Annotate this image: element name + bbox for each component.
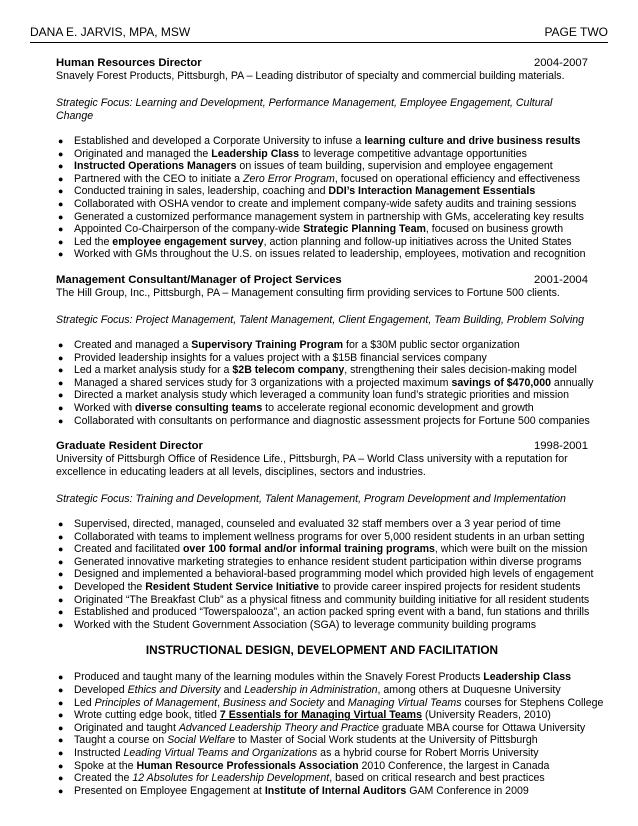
list-item: ● Led a market analysis study for a $2B telecom company, strengthening their sales decision-making model xyxy=(58,364,577,377)
list-item: ● Wrote cutting edge book, titled 7 Essentials for Managing Virtual Teams (University Readers, 2010) xyxy=(58,709,551,722)
bullet-list xyxy=(56,135,588,261)
list-item: ● Instructed Leading Virtual Teams and Organizations as a hybrid course for Robert Morris University xyxy=(58,747,539,759)
list-item: ● Established and produced “Towerspalooza”, an action packed spring event with a band, fun stations and thrills xyxy=(58,606,590,619)
list-item: ● Instructed Operations Managers on issues of team building, supervision and employee engagement xyxy=(58,160,553,173)
job-entry xyxy=(56,56,588,261)
job-title: Management Consultant/Manager of Project Services xyxy=(56,273,342,286)
job-dates: 1998-2001 xyxy=(533,440,588,453)
list-item: ● Supervised, directed, managed, counseled and evaluated 32 staff members over a 3 year period of time xyxy=(58,518,561,531)
list-item: ● Conducted training in sales, leadership, coaching and DDI’s Interaction Management Essentials xyxy=(58,185,536,198)
list-item: ● Managed a shared services study for 3 organizations with a projected maximum savings of $470,000 annually xyxy=(58,376,594,389)
list-item: ● Provided leadership insights for a values project with a $15B financial services company xyxy=(58,351,487,364)
list-item: ● Worked with GMs throughout the U.S. on issues related to leadership, employees, motivation and recognition xyxy=(58,248,586,261)
list-item: ● Established and developed a Corporate University to infuse a learning culture and drive business results xyxy=(58,135,581,147)
job-entry xyxy=(56,439,594,631)
book-title: 7 Essentials for Managing Virtual Teams xyxy=(219,709,422,722)
job-title: Human Resources Director xyxy=(56,57,202,69)
instructional-list xyxy=(56,671,604,797)
list-item: ● Developed Ethics and Diversity and Leadership in Administration, among others at Duquesne University xyxy=(58,684,561,697)
list-item: ● Originated and taught Advanced Leadership Theory and Practice graduate MBA course for Ottawa University xyxy=(58,721,586,734)
list-item: ● Originated “The Breakfast Club” as a physical fitness and community building initiative for all resident students xyxy=(58,593,590,606)
company-line: The Hill Group, Inc., Pittsburgh, PA – Management consulting firm providing services to Fortune 500 clients. xyxy=(56,286,560,299)
strategic-focus: Strategic Focus: Project Management, Talent Management, Client Engagement, Team Building, Problem Solving xyxy=(56,313,585,326)
list-item: ● Developed the Resident Student Service Initiative to provide career inspired projects for resident students xyxy=(58,581,581,594)
list-item: ● Taught a course on Social Welfare to Master of Social Work students at the University of Pittsburgh xyxy=(58,734,538,747)
strategic-focus: Strategic Focus: Training and Development, Talent Management, Program Development and Implementation xyxy=(56,493,566,506)
bullet-list xyxy=(56,518,594,631)
bullet-list xyxy=(56,338,594,427)
page-header xyxy=(30,24,608,43)
company-line: Snavely Forest Products, Pittsburgh, PA – Leading distributor of specialty and commercial building materials. xyxy=(56,70,565,82)
resume-body xyxy=(56,56,604,797)
list-item: ● Worked with diverse consulting teams to accelerate regional economic development and growth xyxy=(58,401,534,414)
list-item: ● Generated innovative marketing strategies to enhance resident student participation within diverse programs xyxy=(58,555,582,568)
strategic-focus: Strategic Focus: Learning and Development, Performance Management, Employee Engagement, Cultural Change xyxy=(56,97,553,122)
list-item: ● Worked with the Student Government Association (SGA) to leverage community building programs xyxy=(58,618,537,631)
page-label: PAGE TWO xyxy=(544,25,608,39)
list-item: ● Partnered with the CEO to initiate a Zero Error Program, focused on operational efficiency and effectiveness xyxy=(58,172,581,185)
section-title: INSTRUCTIONAL DESIGN, DEVELOPMENT AND FACILITATION xyxy=(145,643,499,658)
list-item: ● Originated and managed the Leadership Class to leverage competitive advantage opportunities xyxy=(58,147,527,160)
list-item: ● Spoke at the Human Resource Professionals Association 2010 Conference, the largest in Canada xyxy=(58,759,550,772)
list-item: ● Designed and implemented a behavioral-based programming model which provided high levels of engagement xyxy=(58,568,594,581)
list-item: ● Created and managed a Supervisory Training Program for a $30M public sector organization xyxy=(58,338,520,351)
job-dates: 2004-2007 xyxy=(533,57,588,69)
list-item: ● Directed a market analysis study which leveraged a community loan fund’s strategic priorities and mission xyxy=(58,389,569,402)
list-item: ● Produced and taught many of the learning modules within the Snavely Forest Products Leadership Class xyxy=(58,671,572,684)
list-item: ● Created the 12 Absolutes for Leadership Development, based on critical research and best practices xyxy=(58,772,545,785)
list-item: ● Appointed Co-Chairperson of the company-wide Strategic Planning Team, focused on business growth xyxy=(58,223,564,236)
list-item: ● Presented on Employee Engagement at Institute of Internal Auditors GAM Conference in 2009 xyxy=(58,784,529,797)
list-item: ● Led Principles of Management, Business and Society and Managing Virtual Teams courses for Stephens College xyxy=(58,696,604,709)
list-item: ● Collaborated with OSHA vendor to create and implement company-wide safety audits and training sessions xyxy=(58,197,577,210)
list-item: ● Created and facilitated over 100 formal and/or informal training programs, which were built on the mission xyxy=(58,543,588,556)
company-line: University of Pittsburgh Office of Residence Life., Pittsburgh, PA – World Class university with a reputation for excellence in educating leaders at all levels, disciplines, sectors and industries. xyxy=(56,453,568,479)
list-item: ● Collaborated with consultants on performance and diagnostic assessment projects for Fortune 500 companies xyxy=(58,414,590,427)
author-name: DANA E. JARVIS, MPA, MSW xyxy=(30,25,191,39)
job-entry xyxy=(56,273,594,427)
job-title: Graduate Resident Director xyxy=(56,440,203,453)
list-item: ● Led the employee engagement survey, action planning and follow-up initiatives across the United States xyxy=(58,235,572,248)
list-item: ● Collaborated with teams to implement wellness programs for over 5,000 resident students in an urban setting xyxy=(58,530,585,543)
list-item: ● Generated a customized performance management system in partnership with GMs, accelerating key results xyxy=(58,210,584,223)
job-dates: 2001-2004 xyxy=(533,273,588,286)
